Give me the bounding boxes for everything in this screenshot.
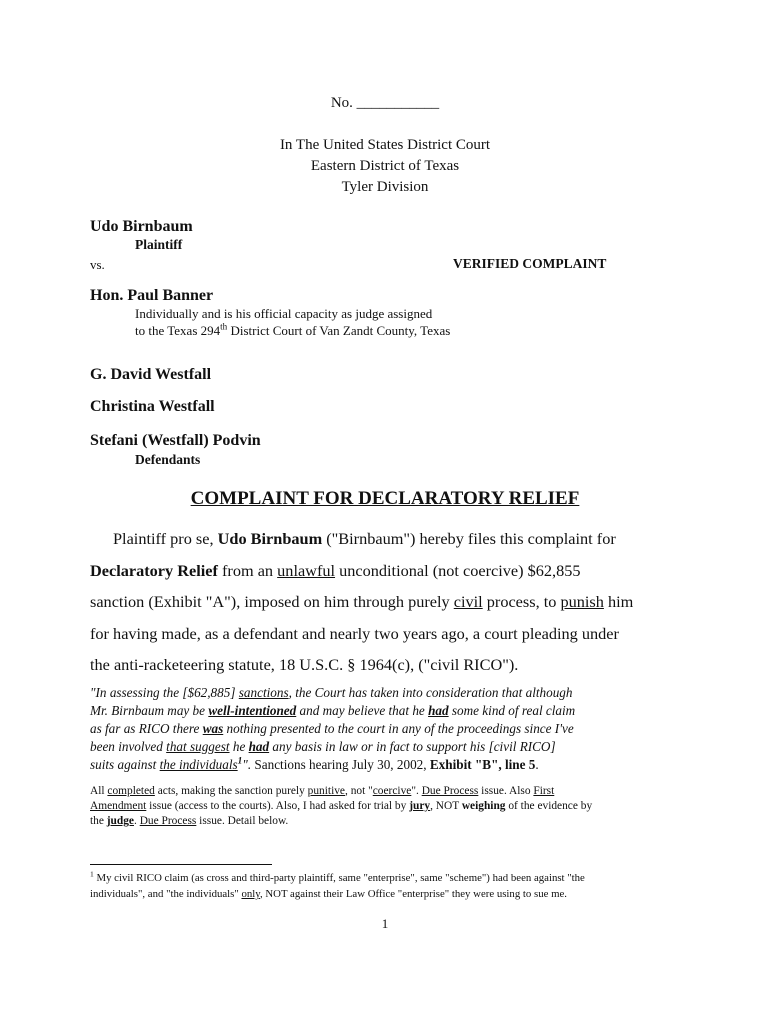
body-line-2: Declaratory Relief from an unlawful unconditional (not coercive) $62,855 [90,561,581,580]
court-division: Tyler Division [341,179,429,195]
quote-line-4: been involved that suggest he had any basis in law or in fact to support his [civil RICO] [90,739,556,754]
note-line-3: the judge. Due Process issue. Detail below. [90,815,289,827]
defendant-christina-westfall: Christina Westfall [90,398,215,415]
plaintiff-name: Udo Birnbaum [90,218,193,235]
note-line-2: Amendment issue (access to the courts). Also, I had asked for trial by jury, NOT weighing of the evidence by [90,800,593,812]
case-number: No. ___________ [330,95,440,111]
defendant-banner-court: to the Texas 294th District Court of Van Zandt County, Texas [135,321,451,338]
footnote-line-1: $^1$ My civil RICO claim (as cross and third-party plaintiff, same "enterprise", same "scheme") had been against "the [90,869,585,884]
note-line-1: All completed acts, making the sanction purely punitive, not "coercive". Due Process issue. Also First [90,785,555,797]
body-line-1: Plaintiff pro se, Udo Birnbaum ("Birnbaum") hereby files this complaint for [113,529,616,548]
footnote-line-2: individuals", and "the individuals" only, NOT against their Law Office "enterprise" they were using to sue me. [90,888,568,900]
quote-line-3: as far as RICO there was nothing presented to the court in any of the proceedings since I've [90,721,574,736]
defendants-role: Defendants [135,452,201,467]
quote-line-5: suits against the individuals$^1$". Sanctions hearing July 30, 2002, Exhibit "B", line 5. [90,755,539,772]
body-line-5: the anti-racketeering statute, 18 U.S.C. § 1964(c), ("civil RICO"). [90,655,519,674]
court-district: Eastern District of Texas [310,158,460,174]
document-title: COMPLAINT FOR DECLARATORY RELIEF [190,488,580,509]
defendant-banner-name: Hon. Paul Banner [90,287,214,304]
court-name: In The United States District Court [279,137,491,153]
defendant-banner-capacity: Individually and is his official capacity as judge assigned [135,306,433,321]
versus-label: vs. [90,257,105,272]
body-line-4: for having made, as a defendant and nearly two years ago, a court pleading under [90,624,619,643]
quote-line-1: "In assessing the [$62,885] sanctions, the Court has taken into consideration that although [90,685,573,700]
document-type: VERIFIED COMPLAINT [453,256,607,271]
plaintiff-role: Plaintiff [135,237,183,252]
quote-line-2: Mr. Birnbaum may be well-intentioned and may believe that he had some kind of real claim [90,703,576,718]
body-line-3: sanction (Exhibit "A"), imposed on him through purely civil process, to punish him [90,592,634,611]
footnote-divider [90,864,272,865]
defendant-stefani-podvin: Stefani (Westfall) Podvin [90,432,261,449]
page-number: 1 [381,916,389,931]
defendant-david-westfall: G. David Westfall [90,366,212,383]
